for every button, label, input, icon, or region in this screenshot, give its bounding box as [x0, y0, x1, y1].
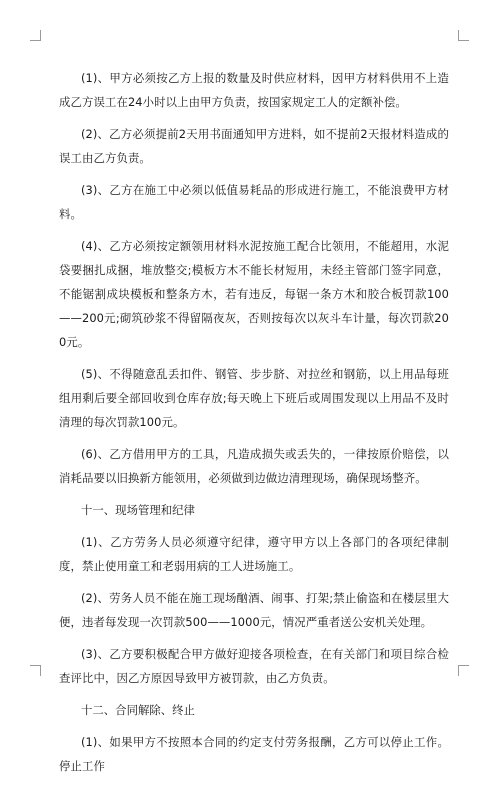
paragraph-tools: (6)、乙方借用甲方的工具，凡造成损失或丢失的，一律按原价赔偿，以消耗品要以旧换新方能领用，必须做到边做边清理现场，确保现场整齐。: [59, 447, 449, 485]
paragraph-quota-materials: (4)、乙方必须按定额领用材料水泥按施工配合比领用，不能超用，水泥袋要捆扎成捆，堆放整交;模板方木不能长材短用，未经主管部门签字同意，不能锯割成块模板和整条方木，若有违反，每锯一条方木和胶合板罚款100——200元;砌筑砂浆不得留隔夜灰，否则按每次以灰斗车计量，每次罚款200元。: [59, 239, 449, 349]
section-heading-site-management: 十一、现场管理和纪律: [81, 503, 195, 517]
paragraph-inspection: (3)、乙方要积极配合甲方做好迎接各项检查，在有关部门和项目综合检查评比中，因乙方原因导致甲方被罚款，由乙方负责。: [59, 647, 449, 685]
crop-mark-top-left: [30, 30, 41, 41]
paragraph-material-notice: (2)、乙方必须提前2天用书面通知甲方进料，如不提前2天报材料造成的误工由乙方负责。: [59, 127, 449, 165]
document-body: [59, 66, 449, 786]
paragraph-recycling: (5)、不得随意乱丢扣件、钢管、步步脐、对拉丝和钢筋，以上用品每班组用剩后要全部回收到仓库存放;每天晚上下班后或周围发现以上用品不及时清理的每次罚款100元。: [59, 367, 449, 429]
crop-mark-top-right: [458, 30, 469, 41]
paragraph-conduct: (2)、劳务人员不能在施工现场酗酒、闹事、打架;禁止偷盗和在楼层里大便，违者每发现一次罚款500——1000元，情况严重者送公安机关处理。: [59, 591, 449, 629]
crop-mark-bottom-left: [30, 665, 41, 676]
section-heading-termination: 十二、合同解除、终止: [81, 703, 195, 717]
crop-mark-bottom-right: [458, 665, 469, 676]
paragraph-consumables: (3)、乙方在施工中必须以低值易耗品的形成进行施工，不能浪费甲方材料。: [59, 183, 449, 221]
paragraph-discipline: (1)、乙方劳务人员必须遵守纪律，遵守甲方以上各部门的各项纪律制度，禁止使用童工和老弱用病的工人进场施工。: [59, 535, 449, 573]
paragraph-payment-stop: (1)、如果甲方不按照本合同的约定支付劳务报酬，乙方可以停止工作。停止工作: [59, 735, 449, 773]
paragraph-material-supply: (1)、甲方必须按乙方上报的数量及时供应材料，因甲方材料供用不上造成乙方误工在24小时以上由甲方负责，按国家规定工人的定额补偿。: [59, 71, 449, 109]
